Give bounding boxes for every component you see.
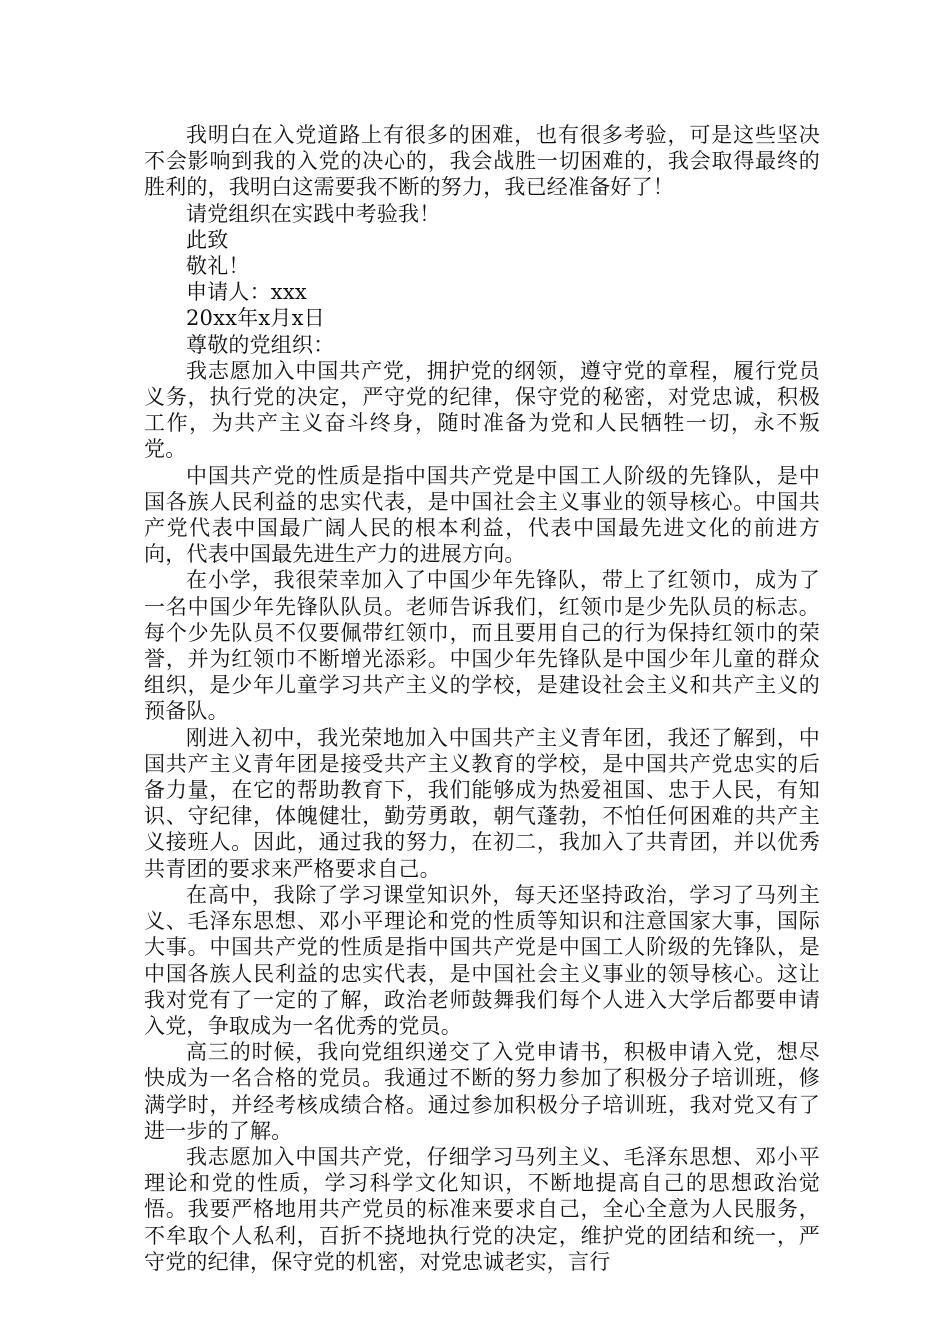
paragraph-junior-high: 刚进入初中，我光荣地加入中国共产主义青年团，我还了解到，中国共产主义青年团是接受共产主义教育的学校，是中国共产党忠实的后备力量，在它的帮助教育下，我们能够成为热爱祖国、忠于人民，有知识、守纪律，体魄健壮，勤劳勇敢，朝气蓬勃，不怕任何困难的共产主义接班人。因此，通过我的努力，在初二，我加入了共青团，并以优秀共青团的要求来严格要求自己。 bbox=[144, 725, 820, 881]
paragraph-pledge: 我志愿加入中国共产党，拥护党的纲领，遵守党的章程，履行党员义务，执行党的决定，严守党的纪律，保守党的秘密，对党忠诚，积极工作，为共产主义奋斗终身，随时准备为党和人民牺牲一切，永不叛党。 bbox=[144, 358, 820, 462]
paragraph-determination: 我明白在入党道路上有很多的困难，也有很多考验，可是这些坚决不会影响到我的入党的决心的，我会战胜一切困难的，我会取得最终的胜利的，我明白这需要我不断的努力，我已经准备好了！ bbox=[144, 123, 820, 200]
line-salutation-close: 此致 bbox=[186, 227, 229, 252]
line-applicant: 申请人：xxx bbox=[186, 280, 307, 305]
paragraph-commitment: 我志愿加入中国共产党，仔细学习马列主义、毛泽东思想、邓小平理论和党的性质，学习科学文化知识，不断地提高自己的思想政治觉悟。我要严格地用共产党员的标准来要求自己，全心全意为人民服务，不牟取个人私利，百折不挠地执行党的决定，维护党的团结和统一，严守党的纪律，保守党的机密，对党忠诚老实，言行 bbox=[144, 1144, 820, 1274]
line-date: 20xx年x月x日 bbox=[186, 306, 325, 331]
paragraph-senior-high: 在高中，我除了学习课堂知识外，每天还坚持政治，学习了马列主义、毛泽东思想、邓小平理论和党的性质等知识和注意国家大事，国际大事。中国共产党的性质是指中国共产党是中国工人阶级的先锋队，是中国各族人民利益的忠实代表，是中国社会主义事业的领导核心。这让我对党有了一定的了解，政治老师鼓舞我们每个人进入大学后都要申请入党，争取成为一名优秀的党员。 bbox=[144, 882, 820, 1038]
line-respect: 敬礼！ bbox=[186, 254, 250, 279]
line-greeting: 尊敬的党组织： bbox=[186, 332, 335, 357]
line-request-test: 请党组织在实践中考验我！ bbox=[186, 201, 441, 226]
paragraph-senior-three: 高三的时候，我向党组织递交了入党申请书，积极申请入党，想尽快成为一名合格的党员。我通过不断的努力参加了积极分子培训班，修满学时，并经考核成绩合格。通过参加积极分子培训班，我对党又有了进一步的了解。 bbox=[144, 1040, 820, 1143]
paragraph-party-nature: 中国共产党的性质是指中国共产党是中国工人阶级的先锋队，是中国各族人民利益的忠实代表，是中国社会主义事业的领导核心。中国共产党代表中国最广阔人民的根本利益，代表中国最先进文化的前进方向，代表中国最先进生产力的进展方向。 bbox=[144, 463, 820, 567]
document-page bbox=[144, 122, 820, 1275]
paragraph-primary-school: 在小学，我很荣幸加入了中国少年先锋队，带上了红领巾，成为了一名中国少年先锋队队员。老师告诉我们，红领巾是少先队员的标志。每个少先队员不仅要佩带红领巾，而且要用自己的行为保持红领巾的荣誉，并为红领巾不断增光添彩。中国少年先锋队是中国少年儿童的群众组织，是少年儿童学习共产主义的学校，是建设社会主义和共产主义的预备队。 bbox=[144, 568, 820, 724]
